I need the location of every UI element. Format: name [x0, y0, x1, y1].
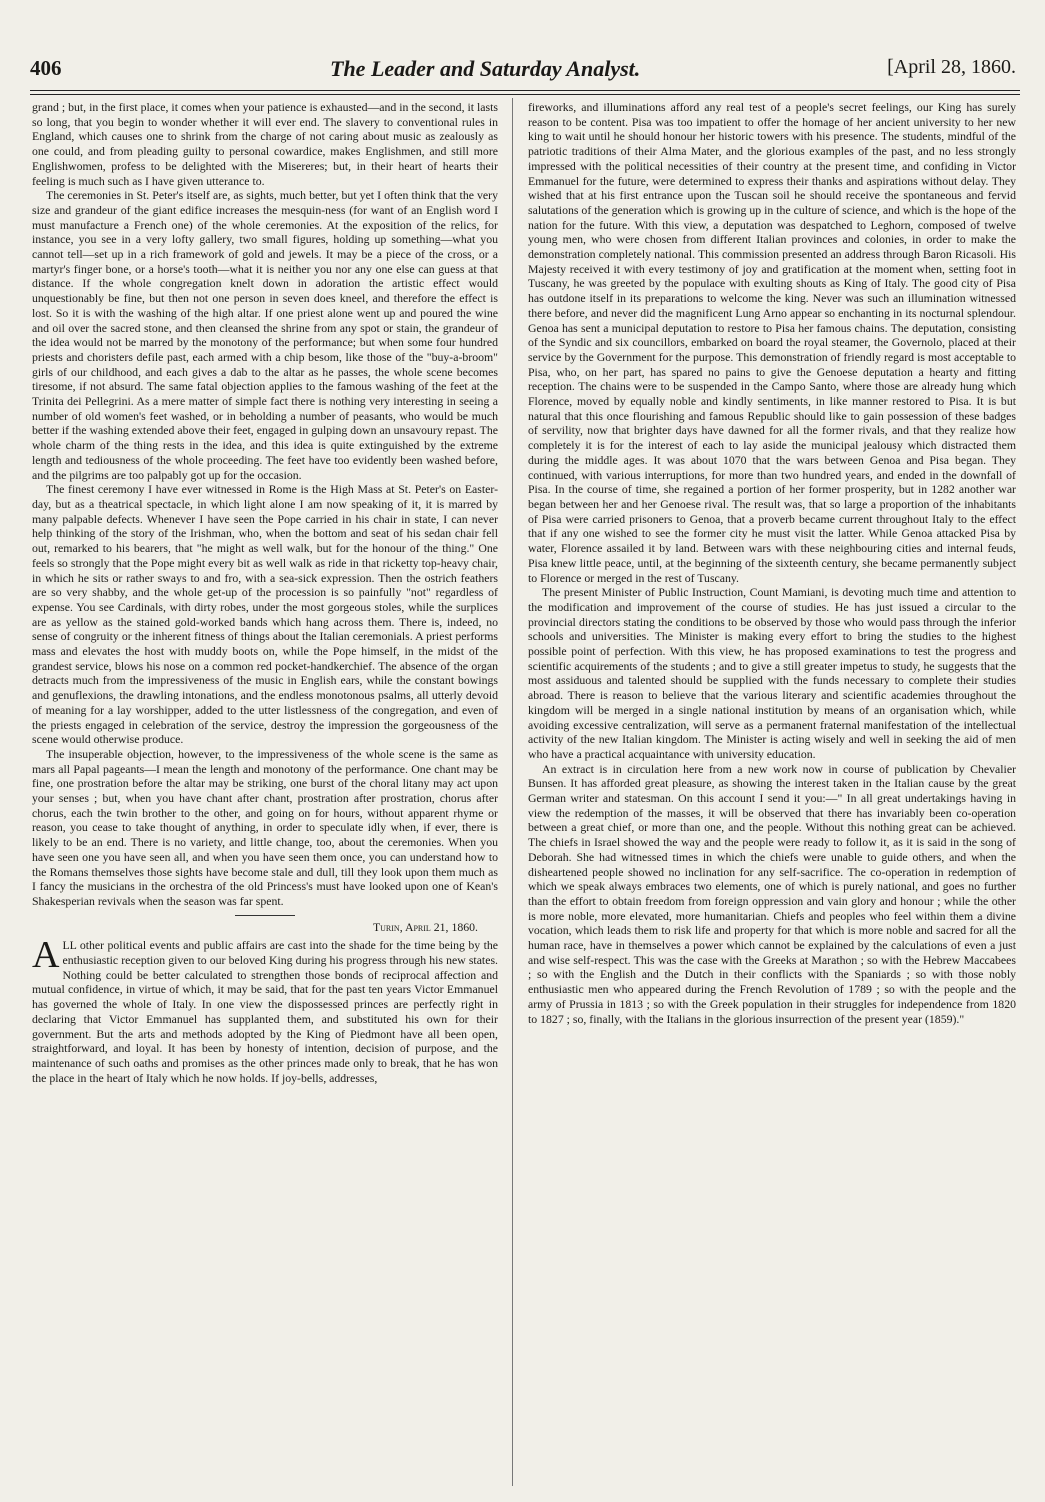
- header-rule-thin: [30, 94, 1020, 95]
- dropcap: A: [32, 934, 60, 977]
- right-column: [528, 100, 1016, 1480]
- page-header: [30, 56, 1020, 90]
- paragraph: The insuperable objection, however, to the impressiveness of the whole scene is the same as mars all Papal pageants—I mean the length and monotony of the performance. One chant may be fine, one prostration before the altar may be striking, one burst of the choral litany may act upon your senses ; but, when you have chant after chant, prostration after prostration, chorus after chorus, each the twin brother to the other, and going on for hours, without apparent rhyme or reason, you cease to take thought of anything, in order to speculate idly when, if ever, there is likely to be an end. There is no variety, and little change, too, about the ceremonies. When you have seen one you have seen all, and when you have seen them once, you can understand how to the Romans themselves those sights have become stale and dull, till they look upon them much as I fancy the musicians in the orchestra of the old Princess's must have looked upon one of Kean's Shakesperian revivals when the season was far spent.: [32, 746, 498, 908]
- journal-title: The Leader and Saturday Analyst.: [330, 56, 641, 81]
- page-number: 406: [30, 56, 62, 80]
- paragraph: grand ; but, in the first place, it comes when your patience is exhausted—and in the second, it lasts so long, that you begin to wonder whether it will ever end. The slavery to conventional rules in England, which causes one to shrink from the charge of not caring about music as zealously as one could, and from pleading guilty to personal cowardice, makes Englishmen, and still more Englishwomen, profess to be delighted with the Misereres; but, in their heart of hearts their feeling is much such as I have given utterance to.: [32, 100, 498, 188]
- paragraph: The present Minister of Public Instruction, Count Mamiani, is devoting much time and attention to the modification and improvement of the course of studies. He has just issued a circular to the provincial directors stating the conditions to be observed by those who would pass through the inferior schools and universities. The Minister is making every effort to bring the studies to the highest possible point of perfection. With this view, he has proposed examinations to test the progress and scientific acquirements of the students ; and to give a still greater impetus to study, he suggests that the most assiduous and talented should be supplied with the funds necessary to complete their studies abroad. There is reason to believe that the various literary and scientific academies throughout the kingdom will be merged in a single national institution by means of an organisation which, while avoiding excessive centralization, will serve as a permanent fraternal manifestation of the intellectual activity of the new Italian kingdom. The Minister is acting wisely and well in seeking the aid of men who have a practical acquaintance with university education.: [528, 585, 1016, 761]
- header-rule: [30, 90, 1020, 91]
- paragraph: fireworks, and illuminations afford any real test of a people's secret feelings, our King has surely reason to be content. Pisa was too impatient to offer the homage of her ancient university to her new king to wait until he should honour her historic towers with his presence. The students, mindful of the patriotic traditions of their Alma Mater, and the glorious examples of the past, and no less strongly impressed with the political necessities of their country at the present time, and confiding in Victor Emmanuel for the future, were determined to express their thanks and aspirations without delay. They wished that at his first entrance upon the Tuscan soil he should receive the spontaneous and fervid salutations of the generation which is growing up in the culture of science, and which is the hope of the nation for the future. With this view, a deputation was despatched to Leghorn, composed of twelve young men, who were chosen from different Italian provinces and colonies, in order to make the demonstration completely national. This commission presented an address through Baron Ricasoli. His Majesty received it with every testimony of joy and gratification at the moment when, setting foot in Tuscany, he was greeted by the populace with exulting shouts as King of Italy. The good city of Pisa has outdone itself in its preparations to welcome the king. Never was such an illumination witnessed there before, and never did the magnificent Lung Arno appear so enchanting in its nocturnal splendour. Genoa has sent a municipal deputation to restore to Pisa her famous chains. The deputation, consisting of the Syndic and six councillors, embarked on board the royal steamer, the Governolo, placed at their service by the Government for the purpose. This demonstration of friendly regard is most acceptable to Pisa, who, on her part, has spared no pains to give the Genoese deputation a hearty and fitting reception. The chains were to be suspended in the Campo Santo, where those are already hung which Florence, moved by equally noble and kindly sentiments, in like manner restored to Pisa. It is but natural that this once flourishing and famous Republic should like to gain possession of these badges of servility, now that brighter days have dawned for all the former rivals, and that they realize how completely it is for the interest of each to lay aside the municipal jealousy which distracted them during the middle ages. It was about 1070 that the wars between Genoa and Pisa began. They continued, with various interruptions, for more than two hundred years, and ended in the downfall of Pisa. In the course of time, she regained a portion of her former prosperity, but in 1282 another war began between her and her Genoese rival. The result was, that so large a proportion of the inhabitants of Pisa were carried prisoners to Genoa, that a proverb became current throughout Italy to the effect that if any one wished to see the former city he must visit the latter. While Genoa attacked Pisa by water, Florence assailed it by land. Between wars with these neighbouring cities and internal feuds, Pisa knew little peace, until, at the beginning of the sixteenth century, she became permanently subject to Florence or merged in the rest of Tuscany.: [528, 100, 1016, 585]
- paragraph: An extract is in circulation here from a new work now in course of publication by Chevalier Bunsen. It has afforded great pleasure, as showing the interest taken in the Italian cause by the great German writer and statesman. On this account I send it you:—" In all great undertakings having in view the redemption of the masses, it will be observed that there has invariably been co-operation between a great chief, or more than one, and the people. Without this nothing great can be achieved. The chiefs in Israel showed the way and the people were ready to follow it, as it is said in the song of Deborah. She had witnessed times in which the chiefs were unable to guide others, and when the disheartened people showed no inclination for any self-sacrifice. The co-operation in redemption of which we speak always embraces two elements, one of which is purely national, and goes no further than the effort to obtain freedom from foreign oppression and vain glory and honour ; while the other is more noble, more elevated, more humanitarian. Chiefs and peoples who feel within them a divine vocation, which leads them to risk life and property for that which is more noble and sacred for all the human race, have in themselves a power which cannot be explained by the calculations of even a just and wise self-respect. This was the case with the Greeks at Marathon ; so with the Hebrew Maccabees ; so with the English and the Dutch in their conflicts with the Spaniards ; so with those nobly enthusiastic men who appeared during the French Revolution of 1789 ; so with the people and the army of Prussia in 1813 ; so with the Greek population in their struggles for independence from 1820 to 1827 ; so, finally, with the Italians in the glorious insurrection of the present year (1859).": [528, 761, 1016, 1026]
- section-divider: [235, 915, 295, 916]
- paragraph-text: LL other political events and public affairs are cast into the shade for the time being by the enthusiastic reception given to our beloved King during his progress through his new states. Nothing could be better calculated to strengthen those bonds of reciprocal affection and mutual confidence, in virtue of which, it may be said, that for the past ten years Victor Emmanuel has governed the whole of Italy. In one view the dispossessed princes are perfectly right in declaring that Victor Emmanuel has supplanted them, and substituted his own for their government. But the arts and methods adopted by the King of Piedmont have all been open, straightforward, and loyal. It has been by honesty of intention, decision of purpose, and the maintenance of such oaths and promises as the other princes made only to break, that he has won the place in the heart of Italy which he now holds. If joy-bells, addresses,: [32, 938, 498, 1085]
- paragraph: The ceremonies in St. Peter's itself are, as sights, much better, but yet I often think that the very size and grandeur of the giant edifice increases the mesquin-ness (for want of an English word I must manufacture a French one) of the whole ceremonies. At the exposition of the relics, for instance, you see in a very lofty gallery, two small figures, holding up something—what you cannot tell—set up in a rich framework of gold and jewels. It may be a piece of the cross, or a martyr's finger bone, or a horse's tooth—what it is neither you nor any one else can guess at that distance. If the whole congregation knelt down in adoration the artistic effect would unquestionably be fine, but then not one person in seven does kneel, and therefore the effect is lost. So it is with the washing of the high altar. If one priest alone went up and poured the wine and oil over the sacred stone, and then cleansed the shrine from any spot or stain, the grandeur of the idea would not be marred by the monotony of the performance; but when some four hundred priests and choristers defile past, each armed with a chip besom, like those of the "buy-a-broom" girls of our childhood, and each gives a dab to the altar as he passes, the whole scene becomes tiresome, if not absurd. The same fatal objection applies to the famous washing of the feet at the Trinita dei Pellegrini. As a mere matter of simple fact there is nothing very interesting in seeing a number of old women's feet washed, or in beholding a number of peasants, who would be much better if the washing extended above their feet, engaged in gulping down an unsavoury repast. The whole charm of the thing rests in the idea, and this idea is quite extinguished by the extreme length and tediousness of the whole proceeding. The feet have too evidently been washed before, and the pilgrims are too palpably got up for the occasion.: [32, 188, 498, 482]
- column-rule: [512, 98, 513, 1486]
- paragraph: The finest ceremony I have ever witnessed in Rome is the High Mass at St. Peter's on Easter-day, but as a theatrical spectacle, in which light alone I am now speaking of it, it is marred by many palpable defects. Whenever I have seen the Pope carried in his chair in state, I can never help thinking of the story of the Irishman, who, when the bottom and seat of his sedan chair fell out, remarked to his bearers, that "he might as well walk, but for the honour of the thing." One feels so strongly that the Pope might every bit as well walk as ride in that ricketty top-heavy chair, in which he sits or rather sways to and fro, with a sea-sick expression. Then the ostrich feathers are so very shabby, and the whole get-up of the procession is so painfully "not" regardless of expense. You see Cardinals, with dirty robes, under the most gorgeous stoles, while the surplices are as yellow as the stained gold-worked bands which hang across them. There is, indeed, no sense of congruity or the inherent fitness of things about the Italian ceremonials. A priest performs mass and elevates the host with muddy boots on, while the Pope himself, in the midst of the grandest service, blows his nose on a common red pocket-handkerchief. The absence of the organ detracts much from the impressiveness of the music in English ears, while the constant bowings and genuflexions, the drawling intonations, and the endless monotonous psalms, all utterly devoid of meaning for a lay worshipper, added to the utter listlessness of the congregation, and even of the priests engaged in celebration of the service, destroy the impression the gorgeousness of the scene would otherwise produce.: [32, 482, 498, 747]
- left-column: [32, 100, 498, 1485]
- dateline: Turin, April 21, 1860.: [372, 919, 478, 934]
- paragraph-with-dropcap: [32, 934, 498, 1085]
- issue-date: [April 28, 1860.: [887, 56, 1016, 78]
